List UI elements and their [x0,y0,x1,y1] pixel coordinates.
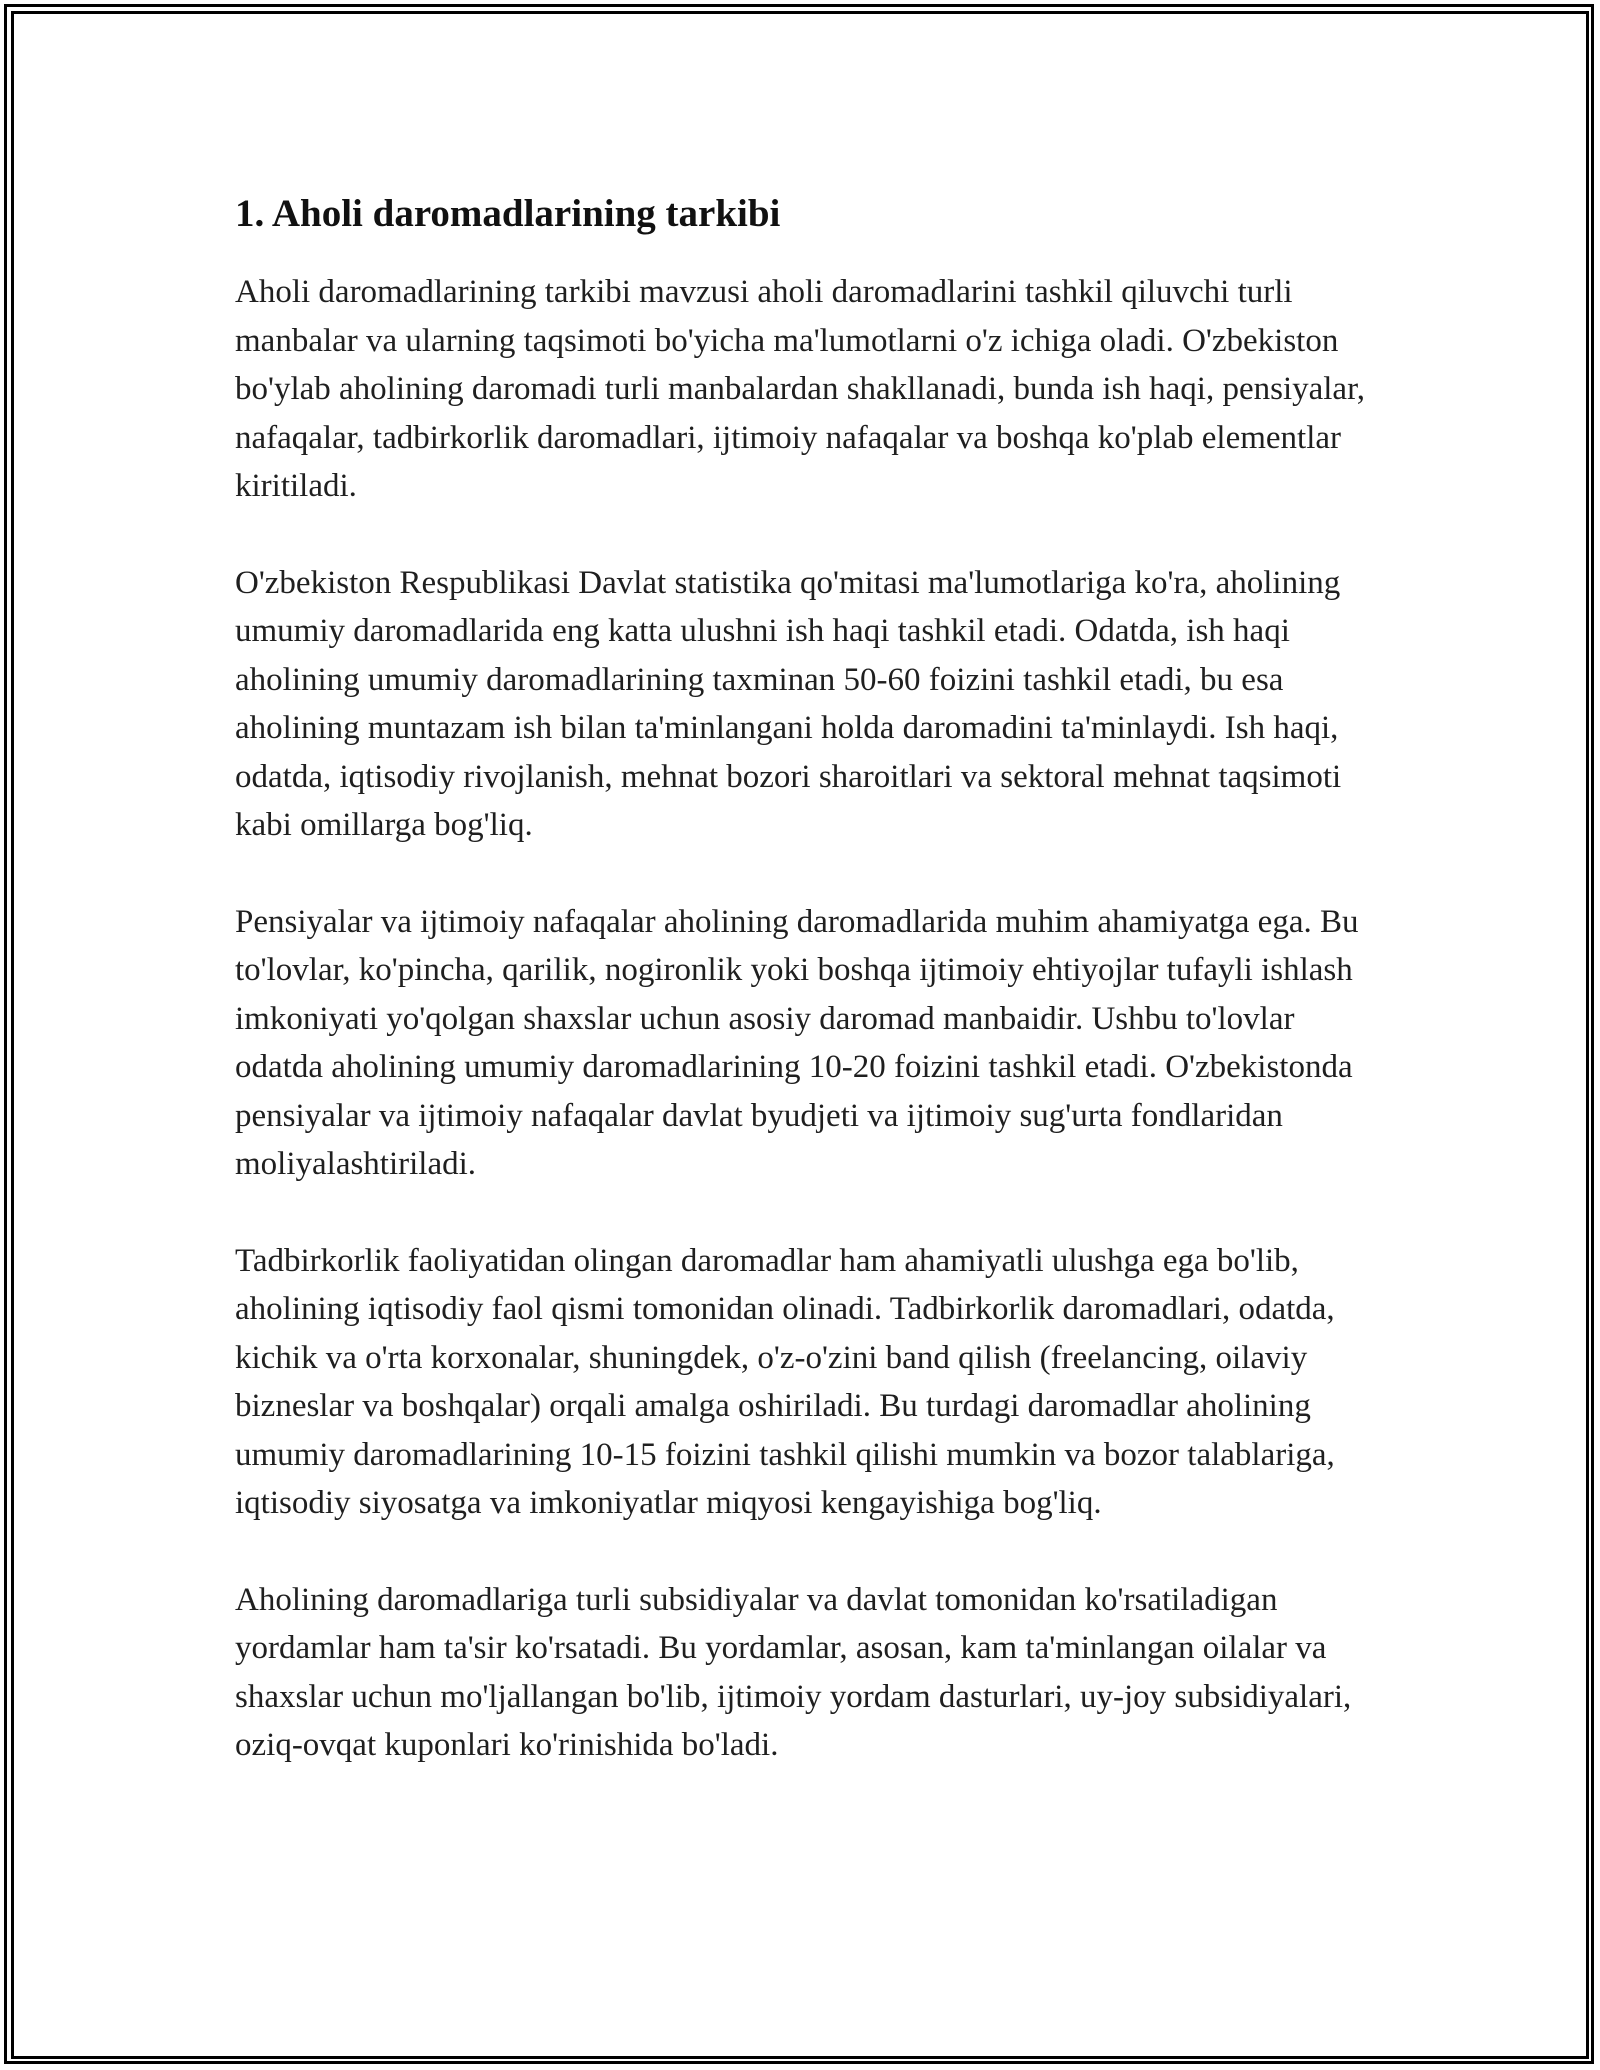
paragraph-wages: O'zbekiston Respublikasi Davlat statistika qo'mitasi ma'lumotlariga ko'ra, aholining umumiy daromadlarida eng katta ulushni ish haqi tashkil etadi. Odatda, ish haqi aholining umumiy daromadlarining taxminan 50-60 foizini tashkil etadi, bu esa aholining muntazam ish bilan ta'minlangani holda daromadini ta'minlaydi. Ish haqi, odatda, iqtisodiy rivojlanish, mehnat bozori sharoitlari va sektoral mehnat taqsimoti kabi omillarga bog'liq. [235,564,1342,843]
paragraph-subsidies: Aholining daromadlariga turli subsidiyalar va davlat tomonidan ko'rsatiladigan yordamlar ham ta'sir ko'rsatadi. Bu yordamlar, asosan, kam ta'minlangan oilalar va shaxslar uchun mo'ljallangan bo'lib, ijtimoiy yordam dasturlari, uy-joy subsidiyalari, oziq-ovqat kuponlari ko'rinishida bo'ladi. [235,1581,1352,1763]
document-body [235,186,1385,1770]
section-heading: 1. Aholi daromadlarining tarkibi [235,192,781,235]
paragraph-income-structure: Aholi daromadlarining tarkibi mavzusi aholi daromadlarini tashkil qiluvchi turli manbalar va ularning taqsimoti bo'yicha ma'lumotlarni o'z ichiga oladi. O'zbekiston bo'ylab aholining daromadi turli manbalardan shakllanadi, bunda ish haqi, pensiyalar, nafaqalar, tadbirkorlik daromadlari, ijtimoiy nafaqalar va boshqa ko'plab elementlar kiritiladi. [235,274,1365,504]
paragraph-pensions: Pensiyalar va ijtimoiy nafaqalar aholining daromadlarida muhim ahamiyatga ega. Bu to'lovlar, ko'pincha, qarilik, nogironlik yoki boshqa ijtimoiy ehtiyojlar tufayli ishlash imkoniyati yo'qolgan shaxslar uchun asosiy daromad manbaidir. Ushbu to'lovlar odatda aholining umumiy daromadlarining 10-20 foizini tashkil etadi. O'zbekistonda pensiyalar va ijtimoiy nafaqalar davlat byudjeti va ijtimoiy sug'urta fondlaridan moliyalashtiriladi. [235,903,1359,1182]
paragraph-entrepreneurship: Tadbirkorlik faoliyatidan olingan daromadlar ham ahamiyatli ulushga ega bo'lib, aholining iqtisodiy faol qismi tomonidan olinadi. Tadbirkorlik daromadlari, odatda, kichik va o'rta korxonalar, shuningdek, o'z-o'zini band qilish (freelancing, oilaviy bizneslar va boshqalar) orqali amalga oshiriladi. Bu turdagi daromadlar aholining umumiy daromadlarining 10-15 foizini tashkil qilishi mumkin va bozor talablariga, iqtisodiy siyosatga va imkoniyatlar miqyosi kengayishiga bog'liq. [235,1242,1335,1521]
